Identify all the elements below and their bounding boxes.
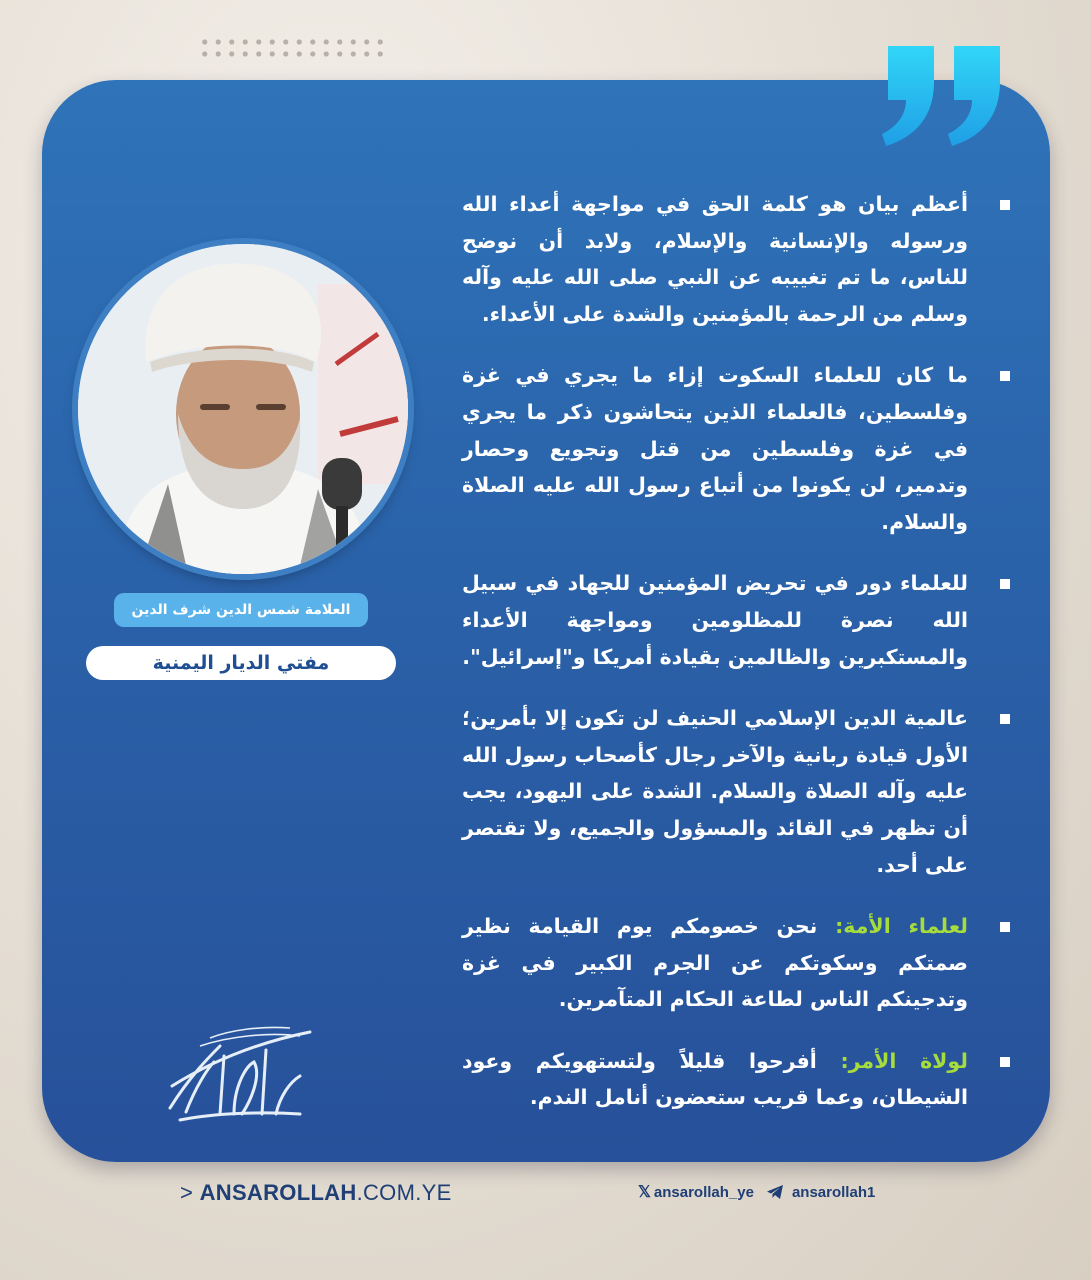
paragraph-text: أفرحوا قليلاً ولتستهويكم وعود الشيطان، وعما قريب ستعضون أنامل الندم.	[462, 1048, 968, 1110]
bullet-icon	[1000, 200, 1010, 210]
bullet-icon	[1000, 714, 1010, 724]
speaker-title: مفتي الديار اليمنية	[86, 646, 396, 680]
website-domain: .COM.YE	[356, 1180, 452, 1205]
bullet-icon	[1000, 579, 1010, 589]
list-item	[462, 1043, 1010, 1116]
paragraph-text: ما كان للعلماء السكوت إزاء ما يجري في غزة وفلسطين، فالعلماء الذين يتحاشون ذكر ما يجري في غزة وفلسطين من قتل وتجويع وحصار وتدمير، لن يكونوا من أتباع رسول الله عليه الصلاة والسلام.	[462, 363, 968, 534]
website-name: ANSAROLLAH	[199, 1180, 357, 1205]
bullet-icon	[1000, 922, 1010, 932]
list-item	[462, 908, 1010, 1018]
list-item	[462, 700, 1010, 883]
bullet-icon	[1000, 371, 1010, 381]
quotation-mark-icon	[868, 42, 1006, 152]
telegram-icon	[766, 1184, 784, 1200]
quote-list	[462, 186, 1010, 1141]
website-prefix: >	[180, 1180, 200, 1205]
bullet-icon	[1000, 1057, 1010, 1067]
x-handle[interactable]: ansarollah_ye	[653, 1183, 754, 1201]
website-link[interactable]	[180, 1180, 452, 1206]
social-handles	[638, 1182, 875, 1202]
paragraph-label: لعلماء الأمة:	[835, 914, 969, 939]
speaker-portrait	[78, 244, 408, 574]
decorative-dots	[198, 36, 388, 58]
list-item	[462, 565, 1010, 675]
telegram-handle[interactable]: ansarollah1	[791, 1183, 876, 1201]
speaker-name: العلامة شمس الدين شرف الدين	[114, 593, 368, 627]
list-item	[462, 357, 1010, 540]
ansarollah-calligraphy-logo	[150, 1016, 320, 1126]
paragraph-text: عالمية الدين الإسلامي الحنيف لن تكون إلا بأمرين؛ الأول قيادة ربانية والآخر رجال كأصحاب رسول الله عليه وآله الصلاة والسلام. الشدة على اليهود، يجب أن تظهر في القائد والمسؤول والجميع، ولا تقتصر على أحد.	[462, 706, 968, 877]
x-icon: 𝕏	[638, 1184, 651, 1201]
paragraph-text: نحن خصومكم يوم القيامة نظير صمتكم وسكوتكم عن الجرم الكبير في غزة وتدجينكم الناس لطاعة الحكام المتآمرين.	[462, 914, 968, 1012]
paragraph-text: أعظم بيان هو كلمة الحق في مواجهة أعداء الله ورسوله والإنسانية والإسلام، ولابد أن نوضح للناس، ما تم تغييبه عن النبي صلى الله عليه وآله وسلم من الرحمة بالمؤمنين والشدة على الأعداء.	[462, 192, 968, 326]
paragraph-text: للعلماء دور في تحريض المؤمنين للجهاد في سبيل الله نصرة للمظلومين ومواجهة الأعداء والمستكبرين والظالمين بقيادة أمريكا و"إسرائيل".	[462, 571, 968, 669]
list-item	[462, 186, 1010, 332]
paragraph-label: لولاة الأمر:	[840, 1048, 968, 1073]
